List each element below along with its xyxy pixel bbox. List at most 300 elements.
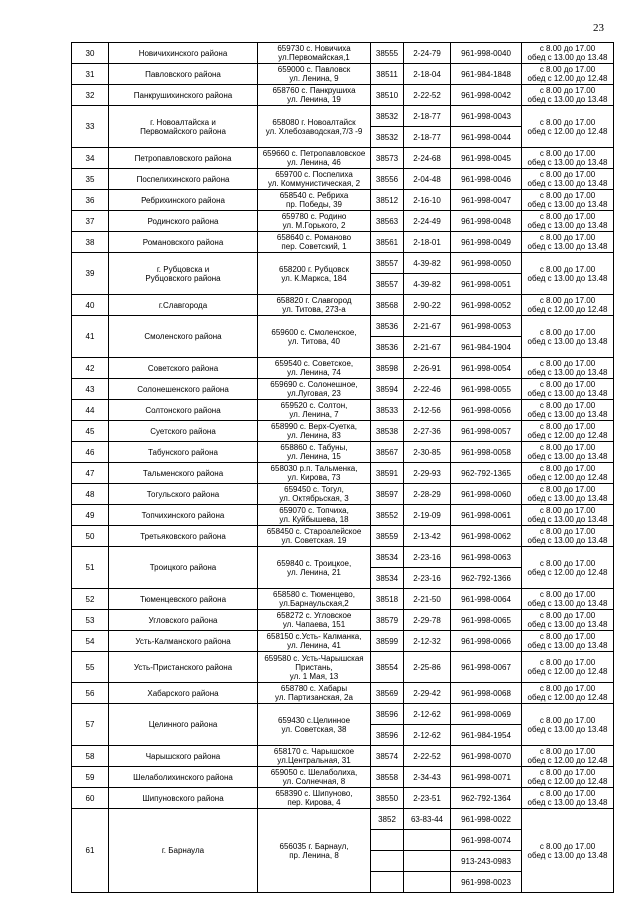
row-number (72, 190, 109, 211)
office-name-line: Тогульского района (146, 489, 220, 499)
row-number-line: 47 (85, 468, 95, 478)
landline-phone-line: 2-21-50 (413, 594, 441, 604)
working-hours-line: обед с 13.00 до 13.48 (527, 641, 608, 650)
office-name (109, 589, 258, 610)
row-number-line: 30 (85, 48, 95, 58)
working-hours-line: обед с 13.00 до 13.48 (527, 850, 608, 860)
office-name-line: Солонешенского района (137, 384, 229, 394)
working-hours-line: с 8.00 до 17.00 (539, 359, 596, 368)
row-number (72, 484, 109, 505)
landline-phone-line: 2-24-79 (413, 48, 441, 58)
area-code (371, 316, 404, 337)
area-code (371, 211, 404, 232)
area-code-line: 38552 (375, 510, 399, 520)
office-name-line: Шелаболихинского района (133, 772, 233, 782)
office-address-line: Пристань, (295, 662, 333, 672)
office-address (258, 43, 371, 64)
landline-phone (404, 211, 451, 232)
office-address (258, 64, 371, 85)
office-address-line: пер. Кирова, 4 (287, 798, 341, 807)
office-name-line: Троицкого района (149, 563, 217, 572)
mobile-phone (451, 589, 522, 610)
office-address (258, 400, 371, 421)
landline-phone-line: 2-12-32 (413, 636, 441, 646)
row-number-line: 39 (85, 269, 95, 278)
landline-phone (404, 830, 451, 851)
working-hours-line: с 8.00 до 17.00 (539, 789, 596, 798)
landline-phone (404, 169, 451, 190)
landline-phone-line: 2-18-77 (413, 111, 441, 121)
office-name (109, 704, 258, 746)
office-address-line: ул. Советская, 38 (281, 724, 347, 734)
mobile-phone (451, 652, 522, 683)
office-name (109, 106, 258, 148)
office-name-line: г.Славгорода (158, 300, 208, 310)
mobile-phone-line: 961-998-0058 (461, 447, 511, 457)
working-hours-line: обед с 13.00 до 13.48 (527, 242, 608, 251)
office-name (109, 463, 258, 484)
office-address-line: 659430 с.Целинное (277, 715, 351, 725)
office-name (109, 85, 258, 106)
office-name-line: Рубцовского района (145, 273, 221, 283)
working-hours (522, 43, 614, 64)
working-hours-line: обед с 13.00 до 13.48 (527, 336, 608, 346)
table-row (72, 169, 614, 190)
mobile-phone (451, 746, 522, 767)
landline-phone (404, 610, 451, 631)
landline-phone (404, 295, 451, 316)
mobile-phone-line: 961-998-0050 (461, 258, 511, 268)
office-name-line: Суетского района (150, 426, 216, 436)
row-number (72, 85, 109, 106)
office-name-line: Третьяковского района (140, 531, 226, 541)
row-number (72, 421, 109, 442)
landline-phone (404, 400, 451, 421)
row-number (72, 746, 109, 767)
office-address (258, 589, 371, 610)
office-address-line: 658450 с. Староалейское (266, 527, 362, 536)
working-hours (522, 484, 614, 505)
mobile-phone-line: 961-984-1954 (461, 730, 511, 740)
table-row (72, 190, 614, 211)
landline-phone (404, 631, 451, 652)
mobile-phone-line: 962-792-1364 (461, 793, 511, 803)
landline-phone-line: 2-26-91 (413, 363, 441, 373)
working-hours-line: обед с 12.00 до 12.48 (527, 667, 608, 676)
area-code (371, 683, 404, 704)
row-number-line: 56 (85, 688, 95, 698)
row-number-line: 61 (85, 846, 95, 855)
office-address-line: 659000 с. Павловск (277, 65, 351, 74)
area-code-line: 38573 (375, 153, 399, 163)
mobile-phone-line: 961-998-0043 (461, 111, 511, 121)
working-hours-line: обед с 12.00 до 12.48 (527, 473, 608, 482)
landline-phone (404, 568, 451, 589)
working-hours-line: обед с 12.00 до 12.48 (527, 693, 608, 702)
mobile-phone (451, 631, 522, 652)
mobile-phone (451, 379, 522, 400)
area-code (371, 788, 404, 809)
office-address-line: 659070 с. Топчиха, (279, 506, 349, 515)
mobile-phone-line: 962-792-1366 (461, 573, 511, 583)
office-address-line: 658390 с. Шипуново, (275, 789, 353, 798)
area-code (371, 85, 404, 106)
mobile-phone (451, 400, 522, 421)
mobile-phone (451, 788, 522, 809)
table-row (72, 589, 614, 610)
working-hours-line: с 8.00 до 17.00 (539, 264, 596, 274)
area-code-line: 38596 (375, 709, 399, 719)
office-address-line: 659660 с. Петропавловское (262, 149, 366, 158)
row-number (72, 43, 109, 64)
working-hours-line: с 8.00 до 17.00 (539, 527, 596, 536)
office-name (109, 442, 258, 463)
office-name-line: г. Новоалтайска и (150, 117, 216, 127)
table-row (72, 43, 614, 64)
office-name-line: Ребрихинского района (141, 195, 225, 205)
mobile-phone (451, 851, 522, 872)
mobile-phone (451, 316, 522, 337)
office-address-line: 658820 г. Славгород (276, 296, 352, 305)
landline-phone-line: 2-29-78 (413, 615, 441, 625)
office-address-line: 659050 с. Шелаболиха, (270, 768, 358, 777)
working-hours-line: обед с 13.00 до 13.48 (527, 53, 608, 62)
area-code (371, 746, 404, 767)
office-address (258, 358, 371, 379)
area-code-line: 38556 (375, 174, 399, 184)
landline-phone (404, 484, 451, 505)
office-address (258, 683, 371, 704)
mobile-phone (451, 767, 522, 788)
table-row (72, 767, 614, 788)
row-number-line: 49 (85, 510, 95, 520)
landline-phone-line: 2-29-42 (413, 688, 441, 698)
office-address (258, 421, 371, 442)
mobile-phone (451, 442, 522, 463)
office-address-line: ул. Солнечная, 8 (282, 777, 346, 786)
landline-phone (404, 704, 451, 725)
landline-phone (404, 526, 451, 547)
landline-phone-line: 2-04-48 (413, 174, 441, 184)
office-name-line: Усть-Пристанского района (133, 662, 233, 672)
mobile-phone (451, 610, 522, 631)
office-address (258, 253, 371, 295)
area-code (371, 43, 404, 64)
office-address-line: ул. Ленина, 21 (287, 567, 341, 577)
working-hours-line: обед с 12.00 до 12.48 (527, 756, 608, 765)
area-code (371, 568, 404, 589)
office-address-line: ул. Кирова, 73 (287, 473, 341, 482)
landline-phone-line: 2-90-22 (413, 300, 441, 310)
working-hours (522, 704, 614, 746)
office-address-line: пер. Советский, 1 (281, 242, 347, 251)
office-address-line: 658640 с. Романово (276, 233, 352, 242)
area-code-line: 38534 (375, 573, 399, 583)
mobile-phone (451, 484, 522, 505)
mobile-phone (451, 43, 522, 64)
row-number-line: 53 (85, 615, 95, 625)
working-hours-line: с 8.00 до 17.00 (539, 632, 596, 641)
mobile-phone-line: 961-998-0071 (461, 772, 511, 782)
mobile-phone-line: 961-998-0074 (461, 835, 511, 845)
area-code (371, 526, 404, 547)
office-name-line: Романовского района (142, 237, 224, 247)
row-number-line: 54 (85, 636, 95, 646)
working-hours-line: обед с 12.00 до 12.48 (527, 126, 608, 136)
office-address (258, 547, 371, 589)
office-name (109, 148, 258, 169)
area-code (371, 127, 404, 148)
mobile-phone (451, 274, 522, 295)
contacts-table (71, 42, 614, 893)
landline-phone-line: 2-23-16 (413, 573, 441, 583)
row-number (72, 253, 109, 295)
office-address (258, 148, 371, 169)
row-number (72, 358, 109, 379)
mobile-phone-line: 961-998-0051 (461, 279, 511, 289)
office-name (109, 683, 258, 704)
office-name-line: Поспелихинского района (136, 174, 230, 184)
office-address-line: 659700 с. Поспелиха (275, 170, 353, 179)
office-name-line: г. Рубцовска и (156, 264, 210, 274)
mobile-phone-line: 961-984-1848 (461, 69, 511, 79)
office-address (258, 767, 371, 788)
table-row (72, 631, 614, 652)
landline-phone-line: 2-22-52 (413, 751, 441, 761)
working-hours-line: с 8.00 до 17.00 (539, 327, 596, 337)
office-name (109, 809, 258, 893)
landline-phone (404, 746, 451, 767)
working-hours-line: обед с 13.00 до 13.48 (527, 273, 608, 283)
office-name (109, 316, 258, 358)
row-number (72, 809, 109, 893)
mobile-phone (451, 809, 522, 830)
working-hours (522, 64, 614, 85)
table-row (72, 442, 614, 463)
row-number (72, 316, 109, 358)
office-address-line: 658860 с. Табуны, (280, 443, 348, 452)
working-hours-line: с 8.00 до 17.00 (539, 611, 596, 620)
working-hours (522, 316, 614, 358)
table-row (72, 148, 614, 169)
office-name (109, 253, 258, 295)
working-hours (522, 148, 614, 169)
table-row (72, 526, 614, 547)
mobile-phone-line: 961-998-0056 (461, 405, 511, 415)
row-number-line: 35 (85, 174, 95, 184)
table-row (72, 106, 614, 127)
table-row (72, 232, 614, 253)
landline-phone-line: 2-24-68 (413, 153, 441, 163)
table-row (72, 704, 614, 725)
mobile-phone (451, 872, 522, 893)
row-number-line: 32 (85, 90, 95, 100)
office-name-line: Новичихинского района (138, 48, 228, 58)
mobile-phone-line: 961-998-0060 (461, 489, 511, 499)
area-code (371, 589, 404, 610)
landline-phone (404, 316, 451, 337)
mobile-phone-line: 961-998-0066 (461, 636, 511, 646)
landline-phone (404, 232, 451, 253)
office-address-line: 658030 р.п. Тальменка, (270, 464, 358, 473)
row-number-line: 43 (85, 384, 95, 394)
mobile-phone-line: 961-984-1904 (461, 342, 511, 352)
landline-phone-line: 2-12-62 (413, 730, 441, 740)
row-number (72, 683, 109, 704)
working-hours (522, 746, 614, 767)
area-code (371, 463, 404, 484)
working-hours-line: обед с 13.00 до 13.48 (527, 389, 608, 398)
office-address (258, 746, 371, 767)
contacts-table-body (72, 43, 614, 893)
landline-phone-line: 2-21-67 (413, 321, 441, 331)
area-code-line: 38512 (375, 195, 399, 205)
office-address-line: ул. 1 Мая, 13 (289, 671, 339, 681)
working-hours-line: обед с 13.00 до 13.48 (527, 452, 608, 461)
landline-phone (404, 788, 451, 809)
landline-phone (404, 652, 451, 683)
table-row (72, 379, 614, 400)
landline-phone (404, 253, 451, 274)
row-number (72, 505, 109, 526)
area-code (371, 547, 404, 568)
row-number-line: 40 (85, 300, 95, 310)
row-number-line: 33 (85, 122, 95, 131)
office-address (258, 652, 371, 683)
landline-phone (404, 127, 451, 148)
landline-phone-line: 2-18-77 (413, 132, 441, 142)
office-name (109, 169, 258, 190)
mobile-phone-line: 961-998-0047 (461, 195, 511, 205)
landline-phone-line: 4-39-82 (413, 258, 441, 268)
mobile-phone-line: 961-998-0049 (461, 237, 511, 247)
area-code (371, 484, 404, 505)
area-code-line: 38568 (375, 300, 399, 310)
mobile-phone (451, 547, 522, 568)
mobile-phone-line: 913-243-0983 (461, 856, 511, 866)
office-name-line: Тюменцевского района (139, 594, 227, 604)
mobile-phone-line: 961-998-0042 (461, 90, 511, 100)
landline-phone-line: 2-12-62 (413, 709, 441, 719)
area-code-line: 38533 (375, 405, 399, 415)
area-code (371, 809, 404, 830)
office-name-line: Солтонского района (145, 405, 221, 415)
office-name-line: Чарышского района (145, 751, 221, 761)
landline-phone (404, 442, 451, 463)
row-number (72, 704, 109, 746)
working-hours-line: с 8.00 до 17.00 (539, 296, 596, 305)
working-hours-line: с 8.00 до 17.00 (539, 233, 596, 242)
area-code-line: 38536 (375, 342, 399, 352)
row-number (72, 295, 109, 316)
landline-phone (404, 85, 451, 106)
area-code (371, 232, 404, 253)
office-address-line: ул. Ленина, 19 (287, 95, 341, 104)
office-name (109, 746, 258, 767)
row-number (72, 526, 109, 547)
office-address (258, 211, 371, 232)
area-code (371, 400, 404, 421)
office-address-line: пр. Победы, 39 (286, 200, 342, 209)
mobile-phone (451, 337, 522, 358)
mobile-phone-line: 961-998-0044 (461, 132, 511, 142)
working-hours (522, 767, 614, 788)
table-row (72, 809, 614, 830)
mobile-phone (451, 725, 522, 746)
area-code-line: 38599 (375, 636, 399, 646)
area-code-line: 38536 (375, 321, 399, 331)
landline-phone-line: 2-34-43 (413, 772, 441, 782)
mobile-phone (451, 253, 522, 274)
mobile-phone-line: 961-998-0068 (461, 688, 511, 698)
area-code-line: 38579 (375, 615, 399, 625)
mobile-phone (451, 295, 522, 316)
working-hours (522, 610, 614, 631)
mobile-phone (451, 830, 522, 851)
office-address-line: 659520 с. Солтон, (280, 401, 348, 410)
office-name-line: Топчихинского района (141, 510, 225, 520)
working-hours-line: с 8.00 до 17.00 (539, 401, 596, 410)
working-hours-line: обед с 13.00 до 13.48 (527, 200, 608, 209)
office-address-line: 658540 с. Ребриха (279, 191, 349, 200)
working-hours-line: с 8.00 до 17.00 (539, 658, 596, 667)
table-row (72, 788, 614, 809)
office-name-line: Тальменского района (142, 468, 224, 478)
mobile-phone (451, 106, 522, 127)
area-code-line: 38597 (375, 489, 399, 499)
area-code (371, 830, 404, 851)
mobile-phone-line: 961-998-0022 (461, 814, 511, 824)
landline-phone-line: 2-29-93 (413, 468, 441, 478)
mobile-phone-line: 961-998-0063 (461, 552, 511, 562)
row-number-line: 38 (85, 237, 95, 247)
area-code (371, 379, 404, 400)
working-hours-line: с 8.00 до 17.00 (539, 65, 596, 74)
working-hours (522, 788, 614, 809)
office-address-line: 658200 г. Рубцовск (279, 264, 349, 274)
landline-phone-line: 2-13-42 (413, 531, 441, 541)
office-address (258, 169, 371, 190)
landline-phone-line: 4-39-82 (413, 279, 441, 289)
row-number-line: 51 (85, 563, 95, 572)
working-hours-line: обед с 13.00 до 13.48 (527, 798, 608, 807)
office-name (109, 484, 258, 505)
office-address (258, 85, 371, 106)
area-code-line: 38538 (375, 426, 399, 436)
working-hours-line: обед с 12.00 до 12.48 (527, 74, 608, 83)
mobile-phone-line: 961-998-0054 (461, 363, 511, 373)
office-address-line: 658990 с. Верх-Суетка, (270, 422, 358, 431)
landline-phone-line: 2-23-51 (413, 793, 441, 803)
row-number-line: 42 (85, 363, 95, 373)
office-address-line: 656035 г. Барнаул, (279, 841, 349, 851)
area-code-line: 38558 (375, 772, 399, 782)
area-code (371, 421, 404, 442)
office-name (109, 788, 258, 809)
mobile-phone-line: 961-998-0070 (461, 751, 511, 761)
office-name-line: Советского района (147, 363, 219, 373)
working-hours-line: с 8.00 до 17.00 (539, 170, 596, 179)
area-code-line: 38569 (375, 688, 399, 698)
row-number (72, 631, 109, 652)
working-hours-line: с 8.00 до 17.00 (539, 149, 596, 158)
area-code (371, 295, 404, 316)
mobile-phone (451, 211, 522, 232)
table-row (72, 610, 614, 631)
table-row (72, 211, 614, 232)
working-hours-line: обед с 13.00 до 13.48 (527, 158, 608, 167)
landline-phone-line: 2-30-85 (413, 447, 441, 457)
